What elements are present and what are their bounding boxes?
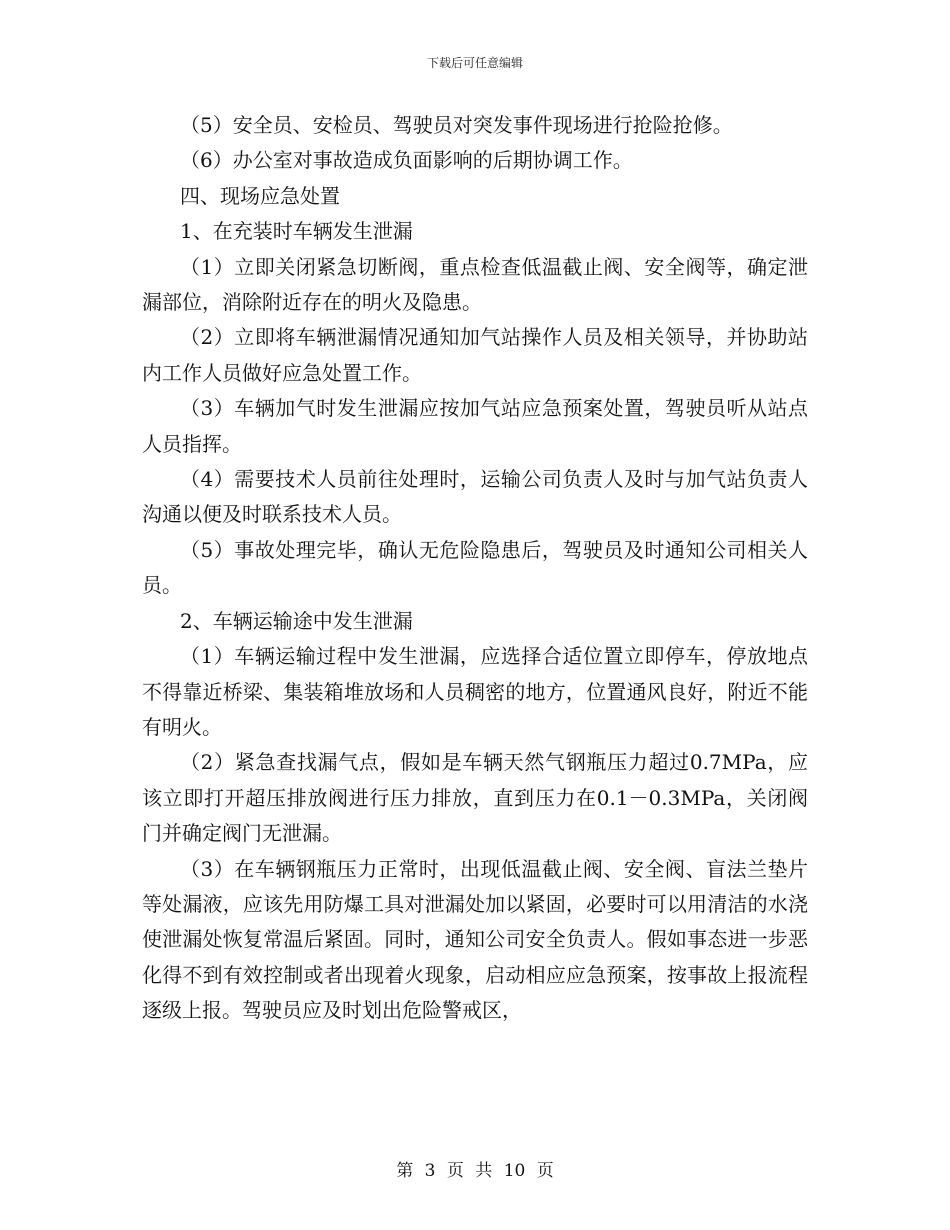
subsection-heading: 2、车辆运输途中发生泄漏 (180, 608, 413, 633)
page-footer: 第 3 页 共 10 页 (396, 1161, 554, 1181)
paragraph: （4）需要技术人员前往处理时，运输公司负责人及时与加气站负责人沟通以便及时联系技术人员。 (142, 467, 808, 527)
paragraph: （2）立即将车辆泄漏情况通知加气站操作人员及相关领导，并协助站内工作人员做好应急处置工作。 (142, 325, 808, 385)
section-heading: 四、现场应急处置 (180, 183, 340, 208)
paragraph: （3）车辆加气时发生泄漏应按加气站应急预案处置，驾驶员听从站点人员指挥。 (142, 396, 808, 456)
paragraph: （2）紧急查找漏气点，假如是车辆天然气钢瓶压力超过0.7MPa，应该立即打开超压排放阀进行压力排放，直到压力在0.1－0.3MPa，关闭阀门并确定阀门无泄漏。 (142, 750, 808, 846)
paragraph: （5）事故处理完毕，确认无危险隐患后，驾驶员及时通知公司相关人员。 (142, 537, 808, 598)
paragraph: （1）车辆运输过程中发生泄漏，应选择合适位置立即停车，停放地点不得靠近桥梁、集装箱堆放场和人员稠密的地方，位置通风良好，附近不能有明火。 (142, 644, 808, 739)
paragraph: （1）立即关闭紧急切断阀，重点检查低温截止阀、安全阀等，确定泄漏部位，消除附近存在的明火及隐患。 (142, 254, 808, 315)
paragraph: （3）在车辆钢瓶压力正常时，出现低温截止阀、安全阀、盲法兰垫片等处漏液，应该先用防爆工具对泄漏处加以紧固，必要时可以用清洁的水浇使泄漏处恢复常温后紧固。同时，通知公司安全负责人。假如事态进一步恶化得不到有效控制或者出现着火现象，启动相应应急预案，按事故上报流程逐级上报。驾驶员应及时划出危险警戒区， (142, 856, 808, 1023)
subsection-heading: 1、在充装时车辆发生泄漏 (180, 219, 413, 244)
document-body (142, 108, 808, 1029)
paragraph: （6）办公室对事故造成负面影响的后期协调工作。 (180, 148, 633, 173)
paragraph: （5）安全员、安检员、驾驶员对突发事件现场进行抢险抢修。 (180, 113, 733, 137)
page-header: 下载后可任意编辑 (426, 56, 523, 70)
